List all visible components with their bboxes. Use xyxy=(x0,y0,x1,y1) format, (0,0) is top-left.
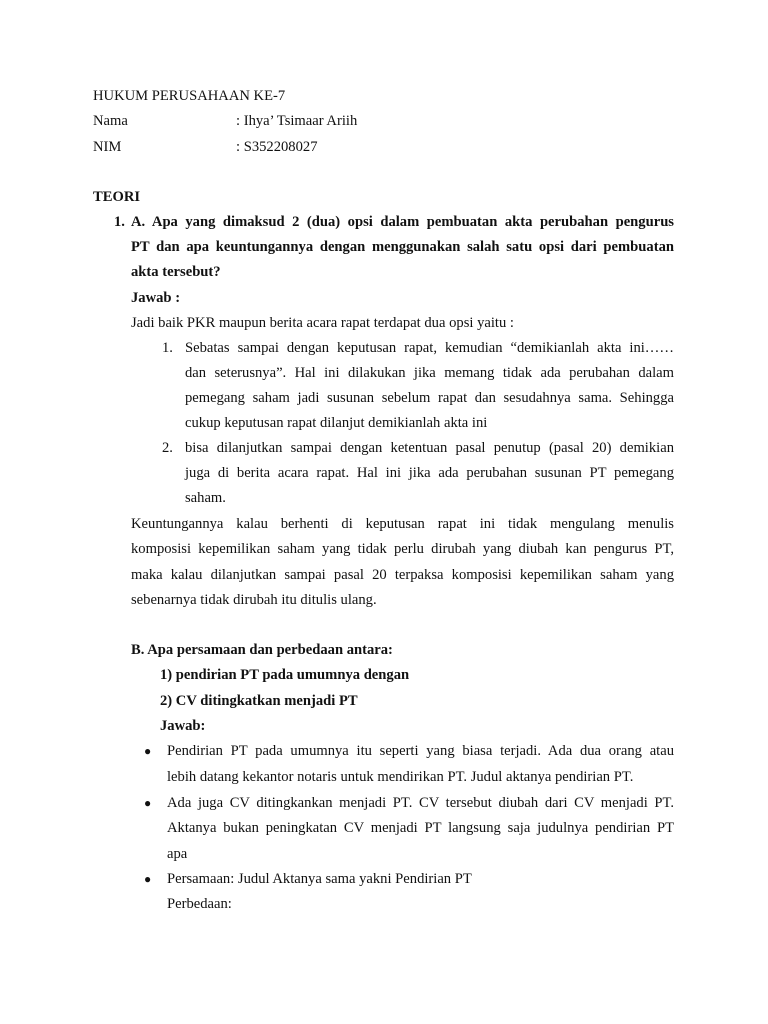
option-line: Sebatas sampai dengan keputusan rapat, kemudian “demikianlah akta ini…… xyxy=(185,340,674,356)
bullet-line: lebih datang kekantor notaris untuk mendirikan PT. Judul aktanya pendirian PT. xyxy=(167,769,634,785)
bullet-icon: ● xyxy=(144,744,152,758)
question-line: A. Apa yang dimaksud 2 (dua) opsi dalam pembuatan akta perubahan pengurus xyxy=(131,214,674,230)
conclusion-line: komposisi kepemilikan saham yang tidak perlu dirubah yang diubah kan pengurus PT, xyxy=(131,541,674,557)
option-line: pemegang saham jadi susunan sebelum rapat dan sesudahnya sama. Sehingga xyxy=(185,390,674,406)
bullet-line: apa xyxy=(167,846,188,862)
option-line: saham. xyxy=(185,490,226,506)
nim-label: NIM xyxy=(93,139,122,155)
answer-intro: Jadi baik PKR maupun berita acara rapat terdapat dua opsi yaitu : xyxy=(131,315,514,331)
conclusion-line: Keuntungannya kalau berhenti di keputusan rapat ini tidak mengulang menulis xyxy=(131,516,674,532)
question-b: B. Apa persamaan dan perbedaan antara: xyxy=(131,642,393,658)
option-line: dan seterusnya”. Hal ini dilakukan jika memang tidak ada perubahan dalam xyxy=(185,365,674,381)
nim-value: : S352208027 xyxy=(236,139,318,155)
document-title: HUKUM PERUSAHAAN KE-7 xyxy=(93,88,286,104)
bullet-line: Ada juga CV ditingkankan menjadi PT. CV tersebut diubah dari CV menjadi PT. xyxy=(167,795,674,811)
bullet-line: Perbedaan: xyxy=(167,896,232,912)
name-label: Nama xyxy=(93,113,128,129)
conclusion-line: sebenarnya tidak dirubah itu ditulis ulang. xyxy=(131,592,377,608)
question-number: 1. xyxy=(114,214,125,230)
question-line: akta tersebut? xyxy=(131,264,221,280)
question-line: PT dan apa keuntungannya dengan menggunakan salah satu opsi dari pembuatan xyxy=(131,239,674,255)
bullet-line: Aktanya bukan peningkatan CV menjadi PT langsung saja judulnya pendirian PT xyxy=(167,820,674,836)
bullet-icon: ● xyxy=(144,796,152,810)
option-line: bisa dilanjutkan sampai dengan ketentuan pasal penutup (pasal 20) demikian xyxy=(185,440,674,456)
answer-b-label: Jawab: xyxy=(160,718,206,734)
bullet-icon: ● xyxy=(144,872,152,886)
conclusion-line: maka kalau dilanjutkan sampai pasal 20 terpaksa komposisi kepemilikan saham yang xyxy=(131,567,674,583)
answer-label: Jawab : xyxy=(131,290,181,306)
section-title: TEORI xyxy=(93,189,141,205)
option-line: juga di berita acara rapat. Hal ini jika ada perubahan susunan PT pemegang xyxy=(185,465,674,481)
bullet-line: Persamaan: Judul Aktanya sama yakni Pendirian PT xyxy=(167,871,472,887)
option-number: 2. xyxy=(162,440,173,456)
name-value: : Ihya’ Tsimaar Ariih xyxy=(236,113,358,129)
question-b-item: 2) CV ditingkatkan menjadi PT xyxy=(160,693,358,709)
bullet-line: Pendirian PT pada umumnya itu seperti yang biasa terjadi. Ada dua orang atau xyxy=(167,743,674,759)
option-line: cukup keputusan rapat dilanjut demikianlah akta ini xyxy=(185,415,488,431)
question-b-item: 1) pendirian PT pada umumnya dengan xyxy=(160,667,410,683)
option-number: 1. xyxy=(162,340,173,356)
